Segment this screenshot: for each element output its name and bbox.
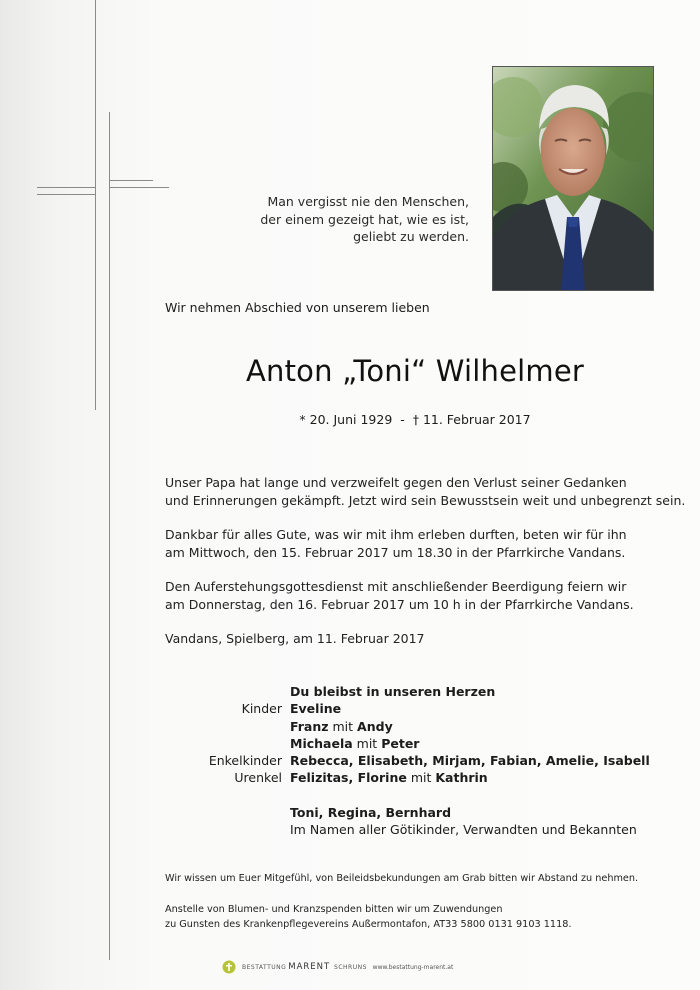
mourner-name: Peter <box>381 735 420 751</box>
note-line: zu Gunsten des Krankenpflegevereins Außermontafon, AT33 5800 0131 9103 1118. <box>165 918 572 930</box>
funeral-home-footer <box>222 960 453 974</box>
paragraph-line: Vandans, Spielberg, am 11. Februar 2017 <box>165 631 425 646</box>
footer-town: SCHRUNS <box>334 963 367 971</box>
mourners-row-others <box>150 804 650 821</box>
cross-horizontal-mid-left <box>37 187 96 188</box>
mourners-label: Urenkel <box>234 770 282 786</box>
date-separator: - <box>400 412 405 427</box>
mourner-name: Rebecca, Elisabeth, Mirjam, Fabian, Amelie, Isabell <box>290 753 650 769</box>
mourners-row <box>150 718 650 735</box>
portrait-photo <box>492 66 654 291</box>
note-line: Wir wissen um Euer Mitgefühl, von Beileidsbekundungen am Grab bitten wir Abstand zu nehmen. <box>165 873 639 884</box>
cross-horizontal-mid-right <box>109 187 169 188</box>
mourner-connector: mit <box>332 718 354 734</box>
mourners-heading: Du bleibst in unseren Herzen <box>290 684 496 699</box>
paragraph-line: Unser Papa hat lange und verzweifelt gegen den Verlust seiner Gedanken <box>165 475 627 490</box>
mourner-name: Toni, Regina, Bernhard <box>290 804 452 820</box>
paragraph-prayer <box>165 526 665 562</box>
mourners-heading-row <box>150 683 650 700</box>
cross-vertical-left <box>95 0 96 410</box>
footer-website-link[interactable]: www.bestattung-marent.at <box>372 963 454 971</box>
footer-prefix: BESTATTUNG <box>242 963 287 971</box>
mourners-row <box>150 735 650 752</box>
mourners-list <box>150 683 650 838</box>
mourners-row-urenkel <box>150 769 650 786</box>
paragraph-line: am Donnerstag, den 16. Februar 2017 um 10 h in der Pfarrkirche Vandans. <box>165 597 634 612</box>
quote-line: der einem gezeigt hat, wie es ist, <box>260 211 469 227</box>
cross-horizontal-bottom <box>37 194 96 195</box>
paragraph-memory <box>165 474 686 510</box>
mourner-name: Felizitas, Florine <box>290 770 407 786</box>
funeral-home-logo-icon <box>222 960 236 974</box>
birth-date: * 20. Juni 1929 <box>299 412 393 427</box>
mourners-label: Kinder <box>241 701 282 717</box>
condolence-note <box>165 872 638 887</box>
mourners-row-closing <box>150 821 650 838</box>
cross-vertical-right <box>109 112 110 960</box>
footer-brand: MARENT <box>288 962 331 972</box>
mourners-closing: Im Namen aller Götikinder, Verwandten und Bekannten <box>290 822 637 838</box>
portrait-illustration <box>493 67 653 290</box>
quote-line: Man vergisst nie den Menschen, <box>267 194 469 209</box>
mourner-name: Michaela <box>290 735 353 751</box>
mourner-name: Kathrin <box>435 770 488 786</box>
mourners-row-enkelkinder <box>150 752 650 769</box>
deceased-name: Anton „Toni“ Wilhelmer <box>245 354 584 388</box>
mourner-name: Eveline <box>290 701 342 717</box>
life-dates <box>0 412 700 427</box>
paragraph-line: Dankbar für alles Gute, was wir mit ihm erleben durften, beten wir für ihn <box>165 527 627 542</box>
paragraph-line: am Mittwoch, den 15. Februar 2017 um 18.30 in der Pfarrkirche Vandans. <box>165 545 626 560</box>
mourners-label: Enkelkinder <box>208 753 282 769</box>
mourners-row-kinder <box>150 700 650 717</box>
donation-note <box>165 903 571 932</box>
memorial-quote <box>209 193 469 246</box>
paragraph-line: und Erinnerungen gekämpft. Jetzt wird sein Bewusstsein weit und unbegrenzt sein. <box>165 493 686 508</box>
paragraph-line: Den Auferstehungsgottesdienst mit anschließender Beerdigung feiern wir <box>165 579 627 594</box>
mourner-connector: mit <box>356 735 378 751</box>
intro-text: Wir nehmen Abschied von unserem lieben <box>165 300 430 315</box>
paragraph-place-date <box>165 630 665 648</box>
mourner-connector: mit <box>410 770 432 786</box>
note-line: Anstelle von Blumen- und Kranzspenden bitten wir um Zuwendungen <box>165 904 503 915</box>
cross-horizontal-top <box>109 180 153 181</box>
paragraph-funeral <box>165 578 665 614</box>
mourner-name: Franz <box>290 718 329 734</box>
mourner-name: Andy <box>357 718 393 734</box>
death-date: † 11. Februar 2017 <box>412 412 531 427</box>
quote-line: geliebt zu werden. <box>353 229 469 244</box>
